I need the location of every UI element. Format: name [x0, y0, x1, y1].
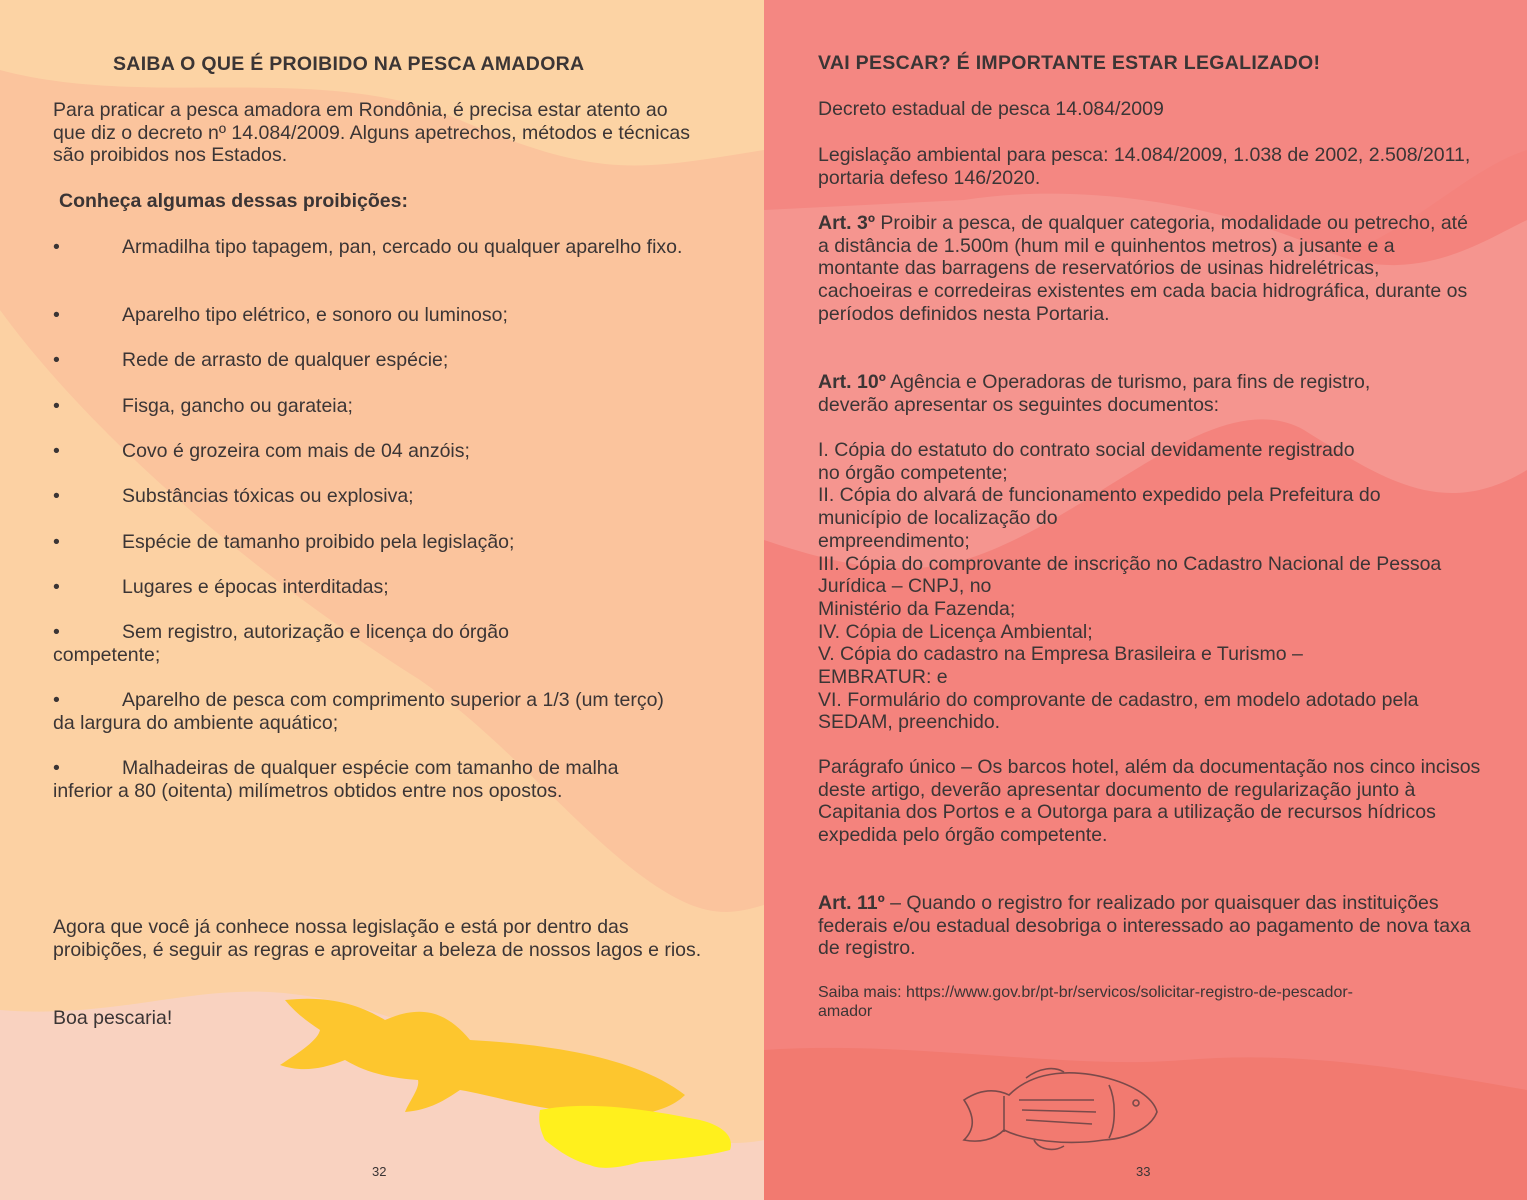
list-item: VI. Formulário do comprovante de cadastro, em modelo adotado pela SEDAM, preenchido.	[818, 688, 1419, 734]
paragraph-unique: Parágrafo único – Os barcos hotel, além da documentação nos cinco incisos deste artigo, deverão apresentar documento de regularização junto à Capitania dos Portos e a Outorga para a utilização de recursos hídricos expedida pelo órgão competente.	[818, 756, 1481, 847]
bullet-icon: •	[53, 304, 60, 326]
article-10-label: Art. 10º	[818, 371, 886, 393]
list-item: • Substâncias tóxicas ou explosiva;	[53, 485, 414, 507]
list-item: IV. Cópia de Licença Ambiental;	[818, 620, 1093, 643]
list-item: II. Cópia do alvará de funcionamento expedido pela Prefeitura do município de localização do	[818, 484, 1381, 530]
list-item: • Aparelho de pesca com comprimento superior a 1/3 (um terço) da largura do ambiente aquático;	[53, 689, 664, 734]
article-3-label: Art. 3º	[818, 212, 875, 234]
list-item: • Malhadeiras de qualquer espécie com tamanho de malha inferior a 80 (oitenta) milímetros obtidos entre nos opostos.	[53, 757, 619, 802]
list-item: Ministério da Fazenda;	[818, 597, 1016, 620]
list-item: • Covo é grozeira com mais de 04 anzóis;	[53, 440, 470, 462]
bullet-icon: •	[53, 576, 60, 598]
page-number-right: 33	[1136, 1164, 1151, 1179]
left-page-title: SAIBA O QUE É PROIBIDO NA PESCA AMADORA	[113, 53, 585, 75]
list-item: • Rede de arrasto de qualquer espécie;	[53, 349, 449, 371]
article-3-text: Proibir a pesca, de qualquer categoria, modalidade ou petrecho, até a distância de 1.500m (hum mil e quinhentos metros) a jusante e a montante das barragens de reservatórios de usinas hidrelétricas, cachoeiras e corredeiras existentes em cada bacia hidrográfica, durante os períodos definidos nesta Portaria.	[818, 212, 1468, 325]
documents-list	[818, 439, 1478, 734]
closing-paragraph: Agora que você já conhece nossa legislação e está por dentro das proibições, é seguir as regras e aproveitar a beleza de nossos lagos e rios.	[53, 916, 702, 961]
list-item: • Aparelho tipo elétrico, e sonoro ou luminoso;	[53, 304, 508, 326]
bullet-icon: •	[53, 236, 60, 258]
list-item: • Armadilha tipo tapagem, pan, cercado ou qualquer aparelho fixo.	[53, 236, 683, 258]
legislation-text: Legislação ambiental para pesca: 14.084/2009, 1.038 de 2002, 2.508/2011, portaria defeso 146/2020.	[818, 144, 1471, 189]
article-11	[818, 892, 1483, 960]
list-item: III. Cópia do comprovante de inscrição no Cadastro Nacional de Pessoa Jurídica – CNPJ, no	[818, 552, 1442, 598]
article-10-text: Agência e Operadoras de turismo, para fins de registro, deverão apresentar os seguintes documentos:	[818, 371, 1371, 416]
page-number-left: 32	[372, 1164, 387, 1179]
article-10	[818, 371, 1418, 416]
prohibitions-subtitle: Conheça algumas dessas proibições:	[59, 190, 408, 212]
more-info-link[interactable]: Saiba mais: https://www.gov.br/pt-br/servicos/solicitar-registro-de-pescador-amador	[818, 984, 1353, 1020]
bullet-icon: •	[53, 485, 60, 507]
list-item: • Fisga, gancho ou garateia;	[53, 395, 353, 417]
decree-text: Decreto estadual de pesca 14.084/2009	[818, 98, 1164, 120]
article-11-label: Art. 11º	[818, 892, 885, 914]
article-11-text: – Quando o registro for realizado por quaisquer das instituições federais e/ou estadual desobriga o interessado ao pagamento de nova taxa de registro.	[818, 892, 1471, 960]
bullet-icon: •	[53, 757, 60, 779]
list-item: V. Cópia do cadastro na Empresa Brasileira e Turismo – EMBRATUR: e	[818, 643, 1303, 689]
bullet-icon: •	[53, 440, 60, 462]
list-item: • Lugares e épocas interditadas;	[53, 576, 389, 598]
list-item: • Espécie de tamanho proibido pela legislação;	[53, 531, 515, 553]
bullet-icon: •	[53, 349, 60, 371]
bullet-icon: •	[53, 689, 60, 711]
bullet-icon: •	[53, 621, 60, 643]
right-page	[764, 0, 1527, 1200]
right-page-title: VAI PESCAR? É IMPORTANTE ESTAR LEGALIZADO!	[818, 52, 1321, 74]
intro-paragraph: Para praticar a pesca amadora em Rondônia, é precisa estar atento ao que diz o decreto nº 14.084/2009. Alguns apetrechos, métodos e técnicas são proibidos nos Estados.	[53, 99, 690, 167]
list-item: I. Cópia do estatuto do contrato social devidamente registrado no órgão competente;	[818, 439, 1355, 484]
farewell-text: Boa pescaria!	[53, 1007, 173, 1029]
bullet-icon: •	[53, 395, 60, 417]
list-item: • Sem registro, autorização e licença do órgão competente;	[53, 621, 509, 666]
bullet-icon: •	[53, 531, 60, 553]
list-item: empreendimento;	[818, 529, 970, 552]
article-3	[818, 212, 1478, 326]
